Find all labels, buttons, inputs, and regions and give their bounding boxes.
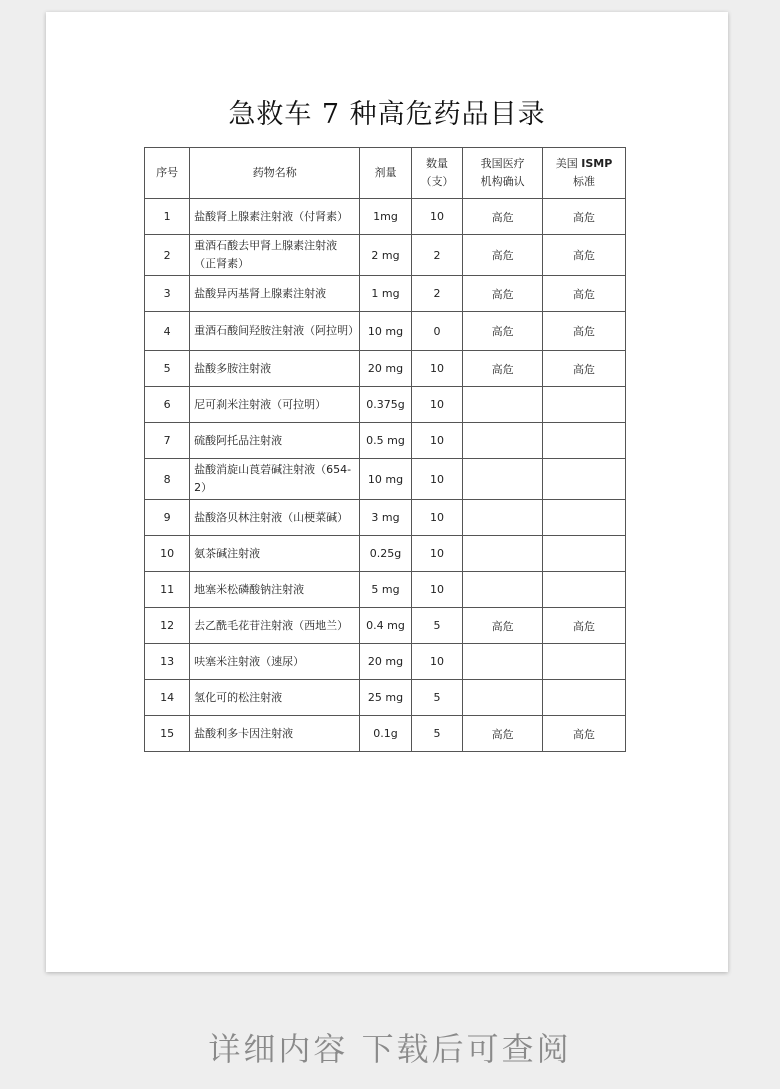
document-title: 急救车 7 种高危药品目录 [228,99,546,130]
cell-dose: 0.5 mg [360,423,411,459]
cell-dose: 0.25g [360,536,411,572]
cell-cn-confirm [463,459,543,500]
cell-dose: 10 mg [360,459,411,500]
table-row [145,351,626,387]
cell-no: 11 [145,572,190,608]
cell-cn-confirm [463,680,543,716]
cell-cn-confirm [463,423,543,459]
header-us-ismp-bold: ISMP [581,157,613,170]
table-row [145,536,626,572]
cell-no: 13 [145,644,190,680]
cell-cn-confirm [463,572,543,608]
cell-cn-confirm: 高危 [463,716,543,752]
cell-us-ismp [543,536,626,572]
header-qty: 数量 （支） [411,148,462,199]
cell-dose: 1mg [360,199,411,235]
cell-cn-confirm: 高危 [463,199,543,235]
cell-no: 6 [145,387,190,423]
cell-qty: 10 [411,536,462,572]
header-dose: 剂量 [360,148,411,199]
cell-no: 1 [145,199,190,235]
table-header-row [145,148,626,199]
cell-name: 盐酸异丙基肾上腺素注射液 [190,276,360,312]
header-cn-confirm: 我国医疗 机构确认 [463,148,543,199]
cell-us-ismp [543,572,626,608]
cell-cn-confirm [463,500,543,536]
cell-dose: 0.375g [360,387,411,423]
cell-no: 4 [145,312,190,351]
cell-dose: 3 mg [360,500,411,536]
cell-qty: 10 [411,500,462,536]
download-hint: 详细内容 下载后可查阅 [208,1030,572,1068]
cell-no: 10 [145,536,190,572]
cell-name: 氢化可的松注射液 [190,680,360,716]
cell-us-ismp: 高危 [543,608,626,644]
cell-cn-confirm: 高危 [463,312,543,351]
cell-us-ismp [543,644,626,680]
cell-cn-confirm: 高危 [463,276,543,312]
table-row [145,199,626,235]
cell-us-ismp: 高危 [543,235,626,276]
cell-qty: 10 [411,199,462,235]
cell-cn-confirm [463,536,543,572]
cell-name: 去乙酰毛花苷注射液（西地兰） [190,608,360,644]
cell-cn-confirm: 高危 [463,351,543,387]
cell-dose: 20 mg [360,644,411,680]
table-row [145,716,626,752]
cell-cn-confirm [463,387,543,423]
cell-name: 硫酸阿托品注射液 [190,423,360,459]
cell-dose: 25 mg [360,680,411,716]
table-row [145,500,626,536]
cell-no: 5 [145,351,190,387]
cell-qty: 5 [411,608,462,644]
cell-name: 重酒石酸间羟胺注射液（阿拉明） [190,312,360,351]
cell-us-ismp [543,459,626,500]
cell-dose: 1 mg [360,276,411,312]
table-row [145,608,626,644]
table-row [145,235,626,276]
cell-qty: 10 [411,351,462,387]
cell-name: 盐酸洛贝林注射液（山梗菜碱） [190,500,360,536]
cell-dose: 0.1g [360,716,411,752]
cell-qty: 10 [411,459,462,500]
cell-name: 地塞米松磷酸钠注射液 [190,572,360,608]
table-row [145,312,626,351]
cell-us-ismp: 高危 [543,276,626,312]
cell-no: 9 [145,500,190,536]
cell-no: 7 [145,423,190,459]
cell-no: 8 [145,459,190,500]
header-us-prefix: 美国 [555,157,582,170]
cell-no: 3 [145,276,190,312]
cell-name: 重酒石酸去甲肾上腺素注射液（正肾素） [190,235,360,276]
cell-qty: 5 [411,716,462,752]
cell-no: 2 [145,235,190,276]
cell-no: 15 [145,716,190,752]
cell-dose: 5 mg [360,572,411,608]
cell-us-ismp: 高危 [543,351,626,387]
drug-table [144,147,626,752]
table-row [145,680,626,716]
cell-cn-confirm: 高危 [463,608,543,644]
cell-qty: 10 [411,572,462,608]
cell-us-ismp [543,387,626,423]
cell-qty: 2 [411,276,462,312]
cell-qty: 5 [411,680,462,716]
header-us-ismp [543,148,626,199]
cell-name: 尼可刹米注射液（可拉明） [190,387,360,423]
cell-cn-confirm: 高危 [463,235,543,276]
cell-dose: 20 mg [360,351,411,387]
table-row [145,644,626,680]
cell-qty: 2 [411,235,462,276]
cell-us-ismp [543,500,626,536]
cell-dose: 10 mg [360,312,411,351]
table-row [145,423,626,459]
cell-qty: 10 [411,644,462,680]
header-name: 药物名称 [190,148,360,199]
cell-cn-confirm [463,644,543,680]
header-us-suffix: 标准 [573,175,595,188]
cell-name: 盐酸肾上腺素注射液（付肾素） [190,199,360,235]
cell-us-ismp [543,423,626,459]
cell-name: 盐酸多胺注射液 [190,351,360,387]
cell-dose: 2 mg [360,235,411,276]
header-no: 序号 [145,148,190,199]
cell-dose: 0.4 mg [360,608,411,644]
cell-qty: 10 [411,387,462,423]
cell-qty: 0 [411,312,462,351]
cell-name: 氨茶碱注射液 [190,536,360,572]
cell-qty: 10 [411,423,462,459]
document-page [46,12,728,972]
table-row [145,387,626,423]
cell-us-ismp: 高危 [543,716,626,752]
cell-us-ismp: 高危 [543,199,626,235]
cell-us-ismp: 高危 [543,312,626,351]
cell-us-ismp [543,680,626,716]
cell-no: 14 [145,680,190,716]
table-row [145,572,626,608]
cell-no: 12 [145,608,190,644]
cell-name: 盐酸消旋山莨菪碱注射液（654-2） [190,459,360,500]
cell-name: 呋塞米注射液（速尿） [190,644,360,680]
table-row [145,459,626,500]
cell-name: 盐酸利多卡因注射液 [190,716,360,752]
table-row [145,276,626,312]
